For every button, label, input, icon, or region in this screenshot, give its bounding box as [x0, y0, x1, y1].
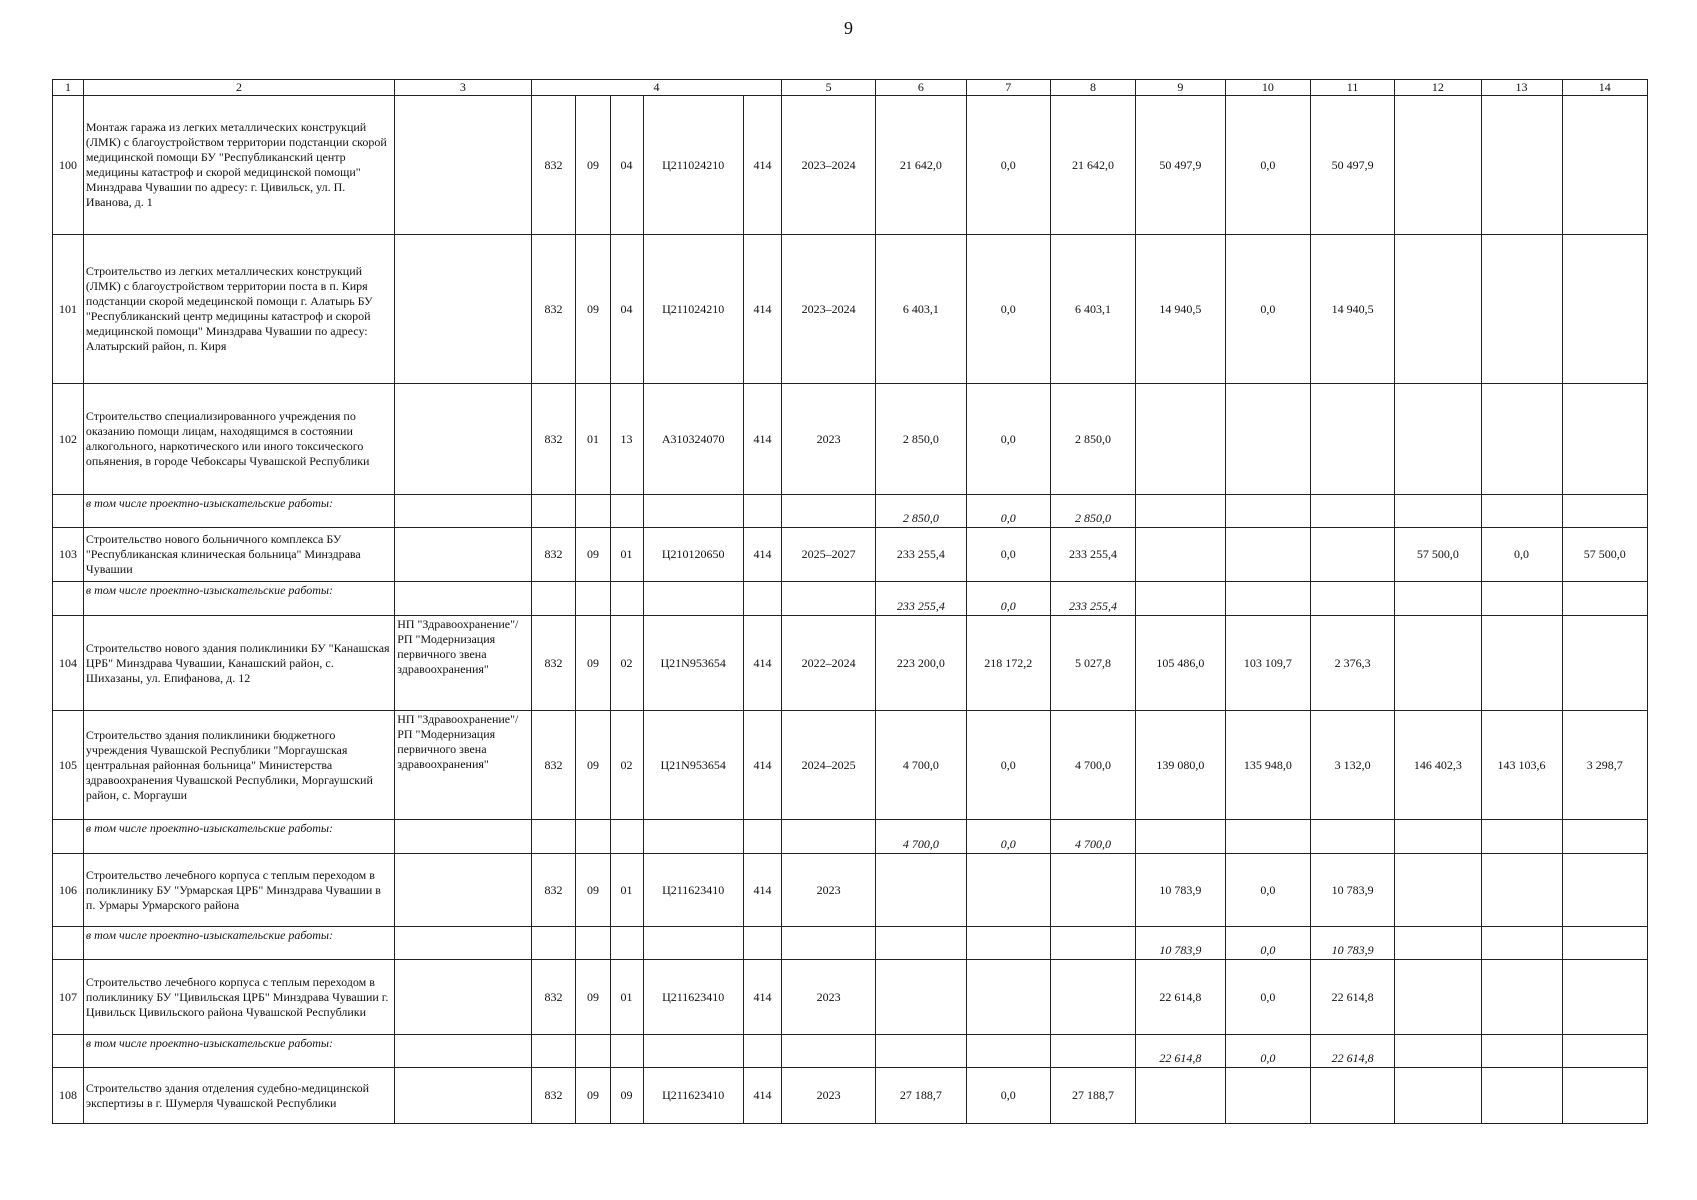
description-cell: Монтаж гаража из легких металлических конструкций (ЛМК) с благоустройством территории подстанции скорой медицинской помощи БУ "Республиканский центр медицины катастроф и скорой медицинской помощи" Минздрава Чувашии по адресу: г. Цивильск, ул. П. Иванова, д. 1 [83, 96, 394, 235]
header-cell: 13 [1481, 80, 1562, 96]
code-target-cell: Ц211024210 [643, 96, 743, 235]
code-ministry-cell: 832 [531, 711, 576, 820]
col6-value-cell: 233 255,4 [876, 582, 967, 616]
code-target-cell: Ц211623410 [643, 960, 743, 1035]
col7-value-cell [966, 1035, 1050, 1068]
col8-value-cell: 21 642,0 [1050, 96, 1135, 235]
code-subsection-cell: 01 [610, 528, 643, 582]
header-cell: 7 [966, 80, 1050, 96]
col8-value-cell: 27 188,7 [1050, 1068, 1135, 1124]
col12-value-cell: 146 402,3 [1395, 711, 1481, 820]
col7-value-cell: 0,0 [966, 1068, 1050, 1124]
col6-value-cell: 4 700,0 [876, 711, 967, 820]
col14-value-cell [1562, 616, 1647, 711]
code-ministry-cell: 832 [531, 528, 576, 582]
description-cell: Строительство лечебного корпуса с теплым переходом в поликлинику БУ "Цивильская ЦРБ" Минздрава Чувашии г. Цивильск Цивильского района Чувашской Республики [83, 960, 394, 1035]
code-expense-type-cell [743, 820, 781, 854]
period-cell: 2023–2024 [782, 96, 876, 235]
code-section-cell: 09 [576, 711, 610, 820]
period-cell: 2024–2025 [782, 711, 876, 820]
col11-value-cell [1310, 1068, 1394, 1124]
col9-value-cell [1136, 582, 1226, 616]
col6-value-cell [876, 927, 967, 960]
col12-value-cell [1395, 384, 1481, 495]
description-cell: в том числе проектно-изыскательские работы: [83, 582, 394, 616]
col14-value-cell [1562, 582, 1647, 616]
col13-value-cell [1481, 384, 1562, 495]
code-expense-type-cell: 414 [743, 235, 781, 384]
description-cell: Строительство лечебного корпуса с теплым переходом в поликлинику БУ "Урмарская ЦРБ" Минздрава Чувашии в п. Урмары Урмарского района [83, 854, 394, 927]
col7-value-cell: 0,0 [966, 582, 1050, 616]
col6-value-cell: 27 188,7 [876, 1068, 967, 1124]
col14-value-cell: 57 500,0 [1562, 528, 1647, 582]
code-target-cell: Ц21N953654 [643, 711, 743, 820]
code-target-cell [643, 495, 743, 528]
period-cell: 2025–2027 [782, 528, 876, 582]
period-cell: 2023 [782, 384, 876, 495]
header-cell: 2 [83, 80, 394, 96]
col7-value-cell [966, 960, 1050, 1035]
code-subsection-cell [610, 1035, 643, 1068]
col6-value-cell: 223 200,0 [876, 616, 967, 711]
col8-value-cell: 6 403,1 [1050, 235, 1135, 384]
row-number-cell [53, 495, 84, 528]
col11-value-cell: 10 783,9 [1310, 854, 1394, 927]
col8-value-cell [1050, 927, 1135, 960]
col12-value-cell [1395, 927, 1481, 960]
project-note-cell [395, 927, 531, 960]
code-subsection-cell: 01 [610, 960, 643, 1035]
period-cell [782, 582, 876, 616]
code-section-cell: 09 [576, 854, 610, 927]
code-expense-type-cell [743, 1035, 781, 1068]
code-ministry-cell: 832 [531, 616, 576, 711]
col10-value-cell: 0,0 [1225, 1035, 1310, 1068]
table-row [53, 711, 1648, 820]
col8-value-cell: 5 027,8 [1050, 616, 1135, 711]
col9-value-cell: 22 614,8 [1136, 960, 1226, 1035]
code-ministry-cell: 832 [531, 235, 576, 384]
code-subsection-cell: 01 [610, 854, 643, 927]
code-target-cell: Ц211623410 [643, 854, 743, 927]
col12-value-cell: 57 500,0 [1395, 528, 1481, 582]
period-cell [782, 927, 876, 960]
code-subsection-cell: 02 [610, 616, 643, 711]
col9-value-cell [1136, 384, 1226, 495]
code-ministry-cell: 832 [531, 96, 576, 235]
code-subsection-cell: 04 [610, 235, 643, 384]
description-cell: Строительство здания поликлиники бюджетного учреждения Чувашской Республики "Моргаушская центральная районная больница" Министерства здравоохранения Чувашской Республики, Моргаушский район, с. Моргауши [83, 711, 394, 820]
col8-value-cell: 2 850,0 [1050, 495, 1135, 528]
col12-value-cell [1395, 820, 1481, 854]
code-expense-type-cell: 414 [743, 384, 781, 495]
code-target-cell: Ц211024210 [643, 235, 743, 384]
col11-value-cell [1310, 820, 1394, 854]
col13-value-cell [1481, 927, 1562, 960]
table-row [53, 1068, 1648, 1124]
col10-value-cell [1225, 495, 1310, 528]
row-number-cell [53, 927, 84, 960]
row-number-cell [53, 1035, 84, 1068]
col9-value-cell [1136, 1068, 1226, 1124]
col14-value-cell [1562, 854, 1647, 927]
code-subsection-cell [610, 582, 643, 616]
col11-value-cell: 22 614,8 [1310, 960, 1394, 1035]
col10-value-cell [1225, 384, 1310, 495]
code-subsection-cell [610, 820, 643, 854]
col11-value-cell: 2 376,3 [1310, 616, 1394, 711]
col13-value-cell: 143 103,6 [1481, 711, 1562, 820]
description-cell: в том числе проектно-изыскательские работы: [83, 820, 394, 854]
code-expense-type-cell: 414 [743, 960, 781, 1035]
row-number-cell: 101 [53, 235, 84, 384]
project-note-cell: НП "Здравоохранение"/ РП "Модернизация первичного звена здравоохранения" [395, 711, 531, 820]
code-ministry-cell [531, 927, 576, 960]
row-number-cell: 102 [53, 384, 84, 495]
project-note-cell [395, 528, 531, 582]
subtotal-row [53, 927, 1648, 960]
period-cell: 2022–2024 [782, 616, 876, 711]
col6-value-cell: 4 700,0 [876, 820, 967, 854]
col12-value-cell [1395, 582, 1481, 616]
code-section-cell [576, 495, 610, 528]
col13-value-cell [1481, 495, 1562, 528]
description-cell: Строительство нового больничного комплекса БУ "Республиканская клиническая больница" Минздрава Чувашии [83, 528, 394, 582]
project-note-cell [395, 582, 531, 616]
code-subsection-cell: 09 [610, 1068, 643, 1124]
col14-value-cell [1562, 96, 1647, 235]
period-cell: 2023 [782, 854, 876, 927]
period-cell [782, 495, 876, 528]
col9-value-cell: 22 614,8 [1136, 1035, 1226, 1068]
col9-value-cell: 14 940,5 [1136, 235, 1226, 384]
row-number-cell: 100 [53, 96, 84, 235]
table-row [53, 616, 1648, 711]
col6-value-cell [876, 1035, 967, 1068]
col11-value-cell: 3 132,0 [1310, 711, 1394, 820]
col10-value-cell: 0,0 [1225, 96, 1310, 235]
col13-value-cell [1481, 96, 1562, 235]
code-section-cell: 09 [576, 528, 610, 582]
code-target-cell: Ц21N953654 [643, 616, 743, 711]
row-number-cell [53, 820, 84, 854]
col12-value-cell [1395, 616, 1481, 711]
table-row [53, 384, 1648, 495]
code-expense-type-cell [743, 582, 781, 616]
col8-value-cell: 233 255,4 [1050, 582, 1135, 616]
col8-value-cell [1050, 960, 1135, 1035]
col13-value-cell [1481, 235, 1562, 384]
col11-value-cell: 22 614,8 [1310, 1035, 1394, 1068]
col6-value-cell: 2 850,0 [876, 495, 967, 528]
table-row [53, 96, 1648, 235]
col13-value-cell [1481, 854, 1562, 927]
header-cell: 3 [395, 80, 531, 96]
col10-value-cell [1225, 820, 1310, 854]
col12-value-cell [1395, 1068, 1481, 1124]
code-section-cell [576, 820, 610, 854]
code-expense-type-cell: 414 [743, 854, 781, 927]
code-expense-type-cell: 414 [743, 616, 781, 711]
subtotal-row [53, 495, 1648, 528]
col8-value-cell [1050, 854, 1135, 927]
code-ministry-cell: 832 [531, 1068, 576, 1124]
code-expense-type-cell: 414 [743, 711, 781, 820]
col13-value-cell [1481, 616, 1562, 711]
code-section-cell: 09 [576, 960, 610, 1035]
code-ministry-cell: 832 [531, 854, 576, 927]
col14-value-cell [1562, 960, 1647, 1035]
col14-value-cell [1562, 927, 1647, 960]
code-ministry-cell [531, 495, 576, 528]
col9-value-cell [1136, 528, 1226, 582]
code-subsection-cell [610, 495, 643, 528]
header-cell: 6 [876, 80, 967, 96]
col7-value-cell: 0,0 [966, 96, 1050, 235]
code-section-cell: 09 [576, 1068, 610, 1124]
col9-value-cell: 50 497,9 [1136, 96, 1226, 235]
col13-value-cell [1481, 820, 1562, 854]
header-cell: 9 [1136, 80, 1226, 96]
code-expense-type-cell [743, 927, 781, 960]
col10-value-cell [1225, 582, 1310, 616]
code-target-cell: Ц211623410 [643, 1068, 743, 1124]
col10-value-cell: 0,0 [1225, 235, 1310, 384]
col11-value-cell: 10 783,9 [1310, 927, 1394, 960]
col7-value-cell [966, 927, 1050, 960]
col8-value-cell: 233 255,4 [1050, 528, 1135, 582]
subtotal-row [53, 1035, 1648, 1068]
description-cell: Строительство здания отделения судебно-медицинской экспертизы в г. Шумерля Чувашской Республики [83, 1068, 394, 1124]
col11-value-cell [1310, 384, 1394, 495]
col11-value-cell [1310, 528, 1394, 582]
col9-value-cell [1136, 495, 1226, 528]
col13-value-cell [1481, 960, 1562, 1035]
col7-value-cell: 0,0 [966, 711, 1050, 820]
code-target-cell [643, 820, 743, 854]
code-subsection-cell: 13 [610, 384, 643, 495]
col12-value-cell [1395, 854, 1481, 927]
code-section-cell: 09 [576, 235, 610, 384]
table-body [53, 96, 1648, 1124]
col9-value-cell [1136, 820, 1226, 854]
col7-value-cell: 0,0 [966, 528, 1050, 582]
col12-value-cell [1395, 960, 1481, 1035]
col6-value-cell [876, 960, 967, 1035]
col14-value-cell [1562, 495, 1647, 528]
col12-value-cell [1395, 235, 1481, 384]
project-note-cell [395, 960, 531, 1035]
code-expense-type-cell: 414 [743, 96, 781, 235]
header-cell: 5 [782, 80, 876, 96]
col7-value-cell: 0,0 [966, 235, 1050, 384]
code-expense-type-cell: 414 [743, 528, 781, 582]
col8-value-cell [1050, 1035, 1135, 1068]
col10-value-cell: 103 109,7 [1225, 616, 1310, 711]
code-section-cell [576, 927, 610, 960]
col6-value-cell: 21 642,0 [876, 96, 967, 235]
project-note-cell [395, 820, 531, 854]
code-expense-type-cell: 414 [743, 1068, 781, 1124]
col10-value-cell: 0,0 [1225, 854, 1310, 927]
project-note-cell [395, 96, 531, 235]
header-cell: 4 [531, 80, 782, 96]
col10-value-cell [1225, 528, 1310, 582]
project-note-cell [395, 495, 531, 528]
row-number-cell: 104 [53, 616, 84, 711]
code-subsection-cell: 02 [610, 711, 643, 820]
col14-value-cell [1562, 1068, 1647, 1124]
code-section-cell [576, 1035, 610, 1068]
table-row [53, 854, 1648, 927]
col9-value-cell: 105 486,0 [1136, 616, 1226, 711]
period-cell [782, 1035, 876, 1068]
row-number-cell: 107 [53, 960, 84, 1035]
table-row [53, 235, 1648, 384]
header-cell: 10 [1225, 80, 1310, 96]
row-number-cell [53, 582, 84, 616]
project-note-cell: НП "Здравоохранение"/ РП "Модернизация первичного звена здравоохранения" [395, 616, 531, 711]
col6-value-cell: 2 850,0 [876, 384, 967, 495]
col14-value-cell [1562, 820, 1647, 854]
col12-value-cell [1395, 495, 1481, 528]
description-cell: в том числе проектно-изыскательские работы: [83, 1035, 394, 1068]
col8-value-cell: 4 700,0 [1050, 711, 1135, 820]
col6-value-cell: 233 255,4 [876, 528, 967, 582]
project-note-cell [395, 384, 531, 495]
col13-value-cell [1481, 582, 1562, 616]
header-cell: 12 [1395, 80, 1481, 96]
col7-value-cell: 0,0 [966, 820, 1050, 854]
col13-value-cell [1481, 1068, 1562, 1124]
code-ministry-cell [531, 1035, 576, 1068]
subtotal-row [53, 820, 1648, 854]
code-target-cell [643, 927, 743, 960]
subtotal-row [53, 582, 1648, 616]
col14-value-cell [1562, 235, 1647, 384]
code-ministry-cell: 832 [531, 960, 576, 1035]
header-cell: 1 [53, 80, 84, 96]
project-note-cell [395, 1035, 531, 1068]
header-row [53, 80, 1648, 96]
col11-value-cell: 50 497,9 [1310, 96, 1394, 235]
header-cell: 14 [1562, 80, 1647, 96]
col7-value-cell: 0,0 [966, 384, 1050, 495]
description-cell: Строительство специализированного учреждения по оказанию помощи лицам, находящимся в состоянии алкогольного, наркотического или иного токсического опьянения, в городе Чебоксары Чувашской Республики [83, 384, 394, 495]
col12-value-cell [1395, 1035, 1481, 1068]
col14-value-cell [1562, 1035, 1647, 1068]
page-number: 9 [844, 18, 853, 38]
period-cell: 2023 [782, 1068, 876, 1124]
table-row [53, 960, 1648, 1035]
col7-value-cell [966, 854, 1050, 927]
col8-value-cell: 4 700,0 [1050, 820, 1135, 854]
code-subsection-cell [610, 927, 643, 960]
code-ministry-cell: 832 [531, 384, 576, 495]
description-cell: Строительство из легких металлических конструкций (ЛМК) с благоустройством территории поста в п. Киря подстанции скорой медецинской помощи г. Алатырь БУ "Республиканский центр медицины катастроф и скорой медицинской помощи" Минздрава Чувашии по адресу: Алатырский район, п. Киря [83, 235, 394, 384]
code-target-cell: А310324070 [643, 384, 743, 495]
col8-value-cell: 2 850,0 [1050, 384, 1135, 495]
period-cell: 2023–2024 [782, 235, 876, 384]
col6-value-cell: 6 403,1 [876, 235, 967, 384]
col10-value-cell: 135 948,0 [1225, 711, 1310, 820]
description-cell: в том числе проектно-изыскательские работы: [83, 495, 394, 528]
col9-value-cell: 10 783,9 [1136, 927, 1226, 960]
col7-value-cell: 218 172,2 [966, 616, 1050, 711]
code-section-cell: 09 [576, 616, 610, 711]
col14-value-cell [1562, 384, 1647, 495]
col7-value-cell: 0,0 [966, 495, 1050, 528]
col9-value-cell: 10 783,9 [1136, 854, 1226, 927]
project-note-cell [395, 235, 531, 384]
code-target-cell [643, 1035, 743, 1068]
table-row [53, 528, 1648, 582]
code-ministry-cell [531, 582, 576, 616]
col14-value-cell: 3 298,7 [1562, 711, 1647, 820]
code-subsection-cell: 04 [610, 96, 643, 235]
code-target-cell: Ц210120650 [643, 528, 743, 582]
row-number-cell: 105 [53, 711, 84, 820]
row-number-cell: 108 [53, 1068, 84, 1124]
header-cell: 11 [1310, 80, 1394, 96]
col9-value-cell: 139 080,0 [1136, 711, 1226, 820]
col13-value-cell: 0,0 [1481, 528, 1562, 582]
data-table [52, 79, 1648, 1124]
code-section-cell [576, 582, 610, 616]
col10-value-cell: 0,0 [1225, 927, 1310, 960]
header-cell: 8 [1050, 80, 1135, 96]
col10-value-cell: 0,0 [1225, 960, 1310, 1035]
project-note-cell [395, 1068, 531, 1124]
col13-value-cell [1481, 1035, 1562, 1068]
project-note-cell [395, 854, 531, 927]
col11-value-cell: 14 940,5 [1310, 235, 1394, 384]
period-cell: 2023 [782, 960, 876, 1035]
code-expense-type-cell [743, 495, 781, 528]
period-cell [782, 820, 876, 854]
row-number-cell: 103 [53, 528, 84, 582]
col11-value-cell [1310, 582, 1394, 616]
code-ministry-cell [531, 820, 576, 854]
code-section-cell: 01 [576, 384, 610, 495]
col12-value-cell [1395, 96, 1481, 235]
description-cell: Строительство нового здания поликлиники БУ "Канашская ЦРБ" Минздрава Чувашии, Канашский район, с. Шихазаны, ул. Епифанова, д. 12 [83, 616, 394, 711]
code-section-cell: 09 [576, 96, 610, 235]
row-number-cell: 106 [53, 854, 84, 927]
description-cell: в том числе проектно-изыскательские работы: [83, 927, 394, 960]
code-target-cell [643, 582, 743, 616]
col11-value-cell [1310, 495, 1394, 528]
col6-value-cell [876, 854, 967, 927]
col10-value-cell [1225, 1068, 1310, 1124]
